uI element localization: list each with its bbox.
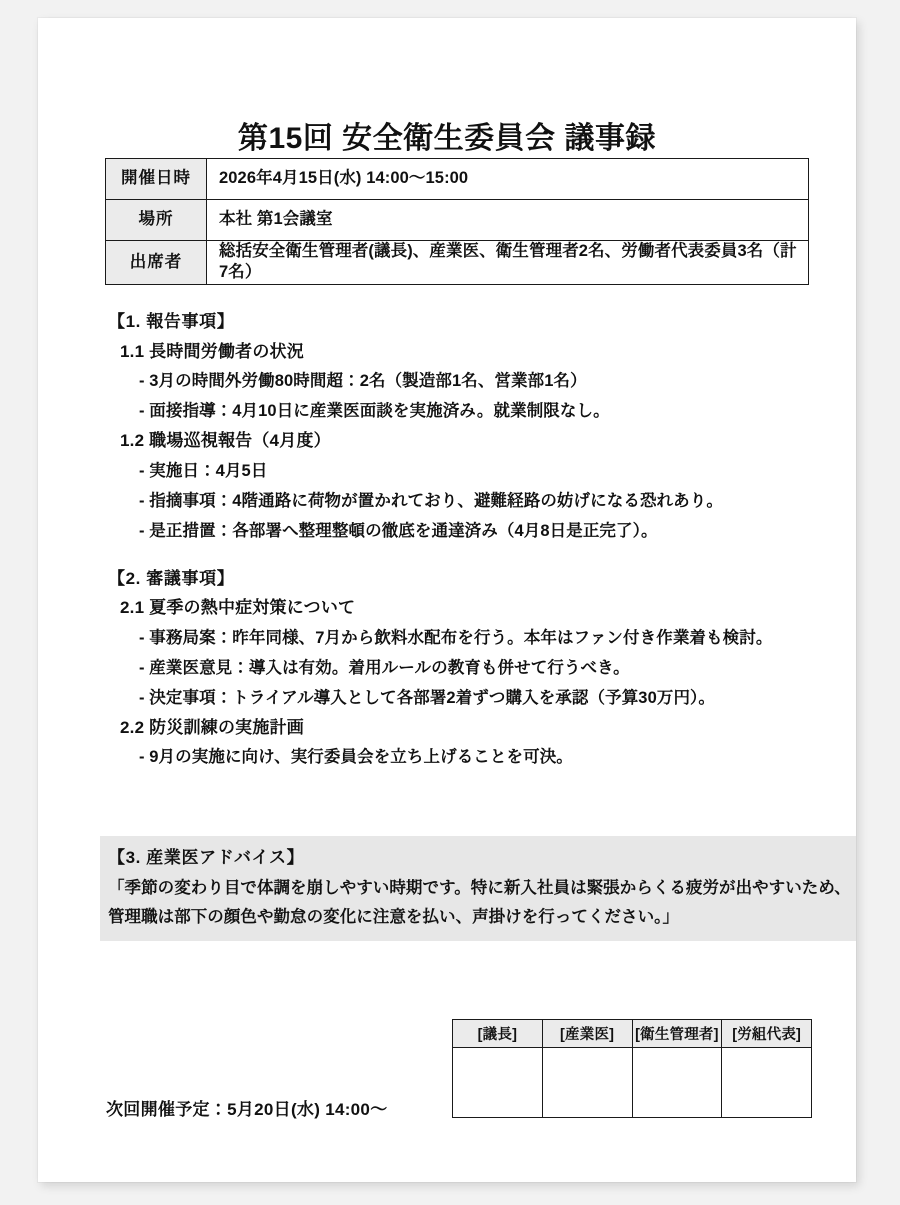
section-1-1-title: 1.1 長時間労働者の状況: [120, 341, 304, 361]
document-body: [38, 310, 856, 770]
info-label-place: 場所: [106, 200, 207, 241]
list-item: - 決定事項：トライアル導入として各部署2着ずつ購入を承認（予算30万円）。: [139, 688, 716, 707]
signature-cell-union-rep[interactable]: [722, 1048, 812, 1118]
section-1-2-title: 1.2 職場巡視報告（4月度）: [120, 431, 331, 451]
table-row: [106, 159, 809, 200]
signature-cell-chair[interactable]: [453, 1048, 543, 1118]
info-value-place: 本社 第1会議室: [207, 200, 809, 241]
section-spacer: [38, 544, 856, 567]
section-2-1-title: 2.1 夏季の熱中症対策について: [120, 598, 356, 618]
advice-text-line: 管理職は部下の顔色や勤怠の変化に注意を払い、声掛けを行ってください。」: [108, 908, 679, 927]
signature-table: [452, 1019, 812, 1118]
signature-header-health-manager: [衛生管理者]: [632, 1020, 722, 1048]
list-item: - 是正措置：各部署へ整理整頓の徹底を通達済み（4月8日是正完了）。: [139, 521, 658, 540]
signature-cell-doctor[interactable]: [542, 1048, 632, 1118]
advice-text-line: 「季節の変わり目で体調を崩しやすい時期です。特に新入社員は緊張からくる疲労が出やすいため、: [108, 878, 851, 897]
signature-header-union-rep: [労組代表]: [722, 1020, 812, 1048]
page-title: 第15回 安全衛生委員会 議事録: [237, 122, 657, 156]
signature-header-chair: [議長]: [453, 1020, 543, 1048]
meeting-info-table: [105, 158, 809, 285]
list-item: - 実施日：4月5日: [139, 461, 268, 480]
list-item: - 3月の時間外労働80時間超：2名（製造部1名、営業部1名）: [139, 372, 587, 391]
section-2-heading: 【2. 審議事項】: [108, 568, 235, 588]
list-item: - 産業医意見：導入は有効。着用ルールの教育も併せて行うべき。: [139, 658, 630, 677]
signature-header-row: [453, 1020, 812, 1048]
info-value-datetime: 2026年4月15日(水) 14:00〜15:00: [207, 159, 809, 200]
signature-cell-health-manager[interactable]: [632, 1048, 722, 1118]
section-2-2-title: 2.2 防災訓練の実施計画: [120, 717, 304, 737]
list-item: - 面接指導：4月10日に産業医面談を実施済み。就業制限なし。: [139, 402, 610, 421]
info-value-attendees: 総括安全衛生管理者(議長)、産業医、衛生管理者2名、労働者代表委員3名（計7名）: [207, 241, 809, 285]
table-row: [106, 241, 809, 285]
list-item: - 指摘事項：4階通路に荷物が置かれており、避難経路の妨げになる恐れあり。: [139, 491, 723, 510]
signature-entry-row: [453, 1048, 812, 1118]
table-row: [106, 200, 809, 241]
next-meeting-text: 次回開催予定：5月20日(水) 14:00〜: [106, 1100, 388, 1119]
section-3-advice-block: [100, 836, 856, 941]
info-label-datetime: 開催日時: [106, 159, 207, 200]
document-page: [38, 18, 856, 1182]
section-3-heading: 【3. 産業医アドバイス】: [108, 848, 305, 867]
signature-header-doctor: [産業医]: [542, 1020, 632, 1048]
list-item: - 事務局案：昨年同様、7月から飲料水配布を行う。本年はファン付き作業着も検討。: [139, 628, 773, 647]
section-1-heading: 【1. 報告事項】: [108, 312, 235, 331]
list-item: - 9月の実施に向け、実行委員会を立ち上げることを可決。: [139, 748, 573, 767]
info-label-attendees: 出席者: [106, 241, 207, 285]
